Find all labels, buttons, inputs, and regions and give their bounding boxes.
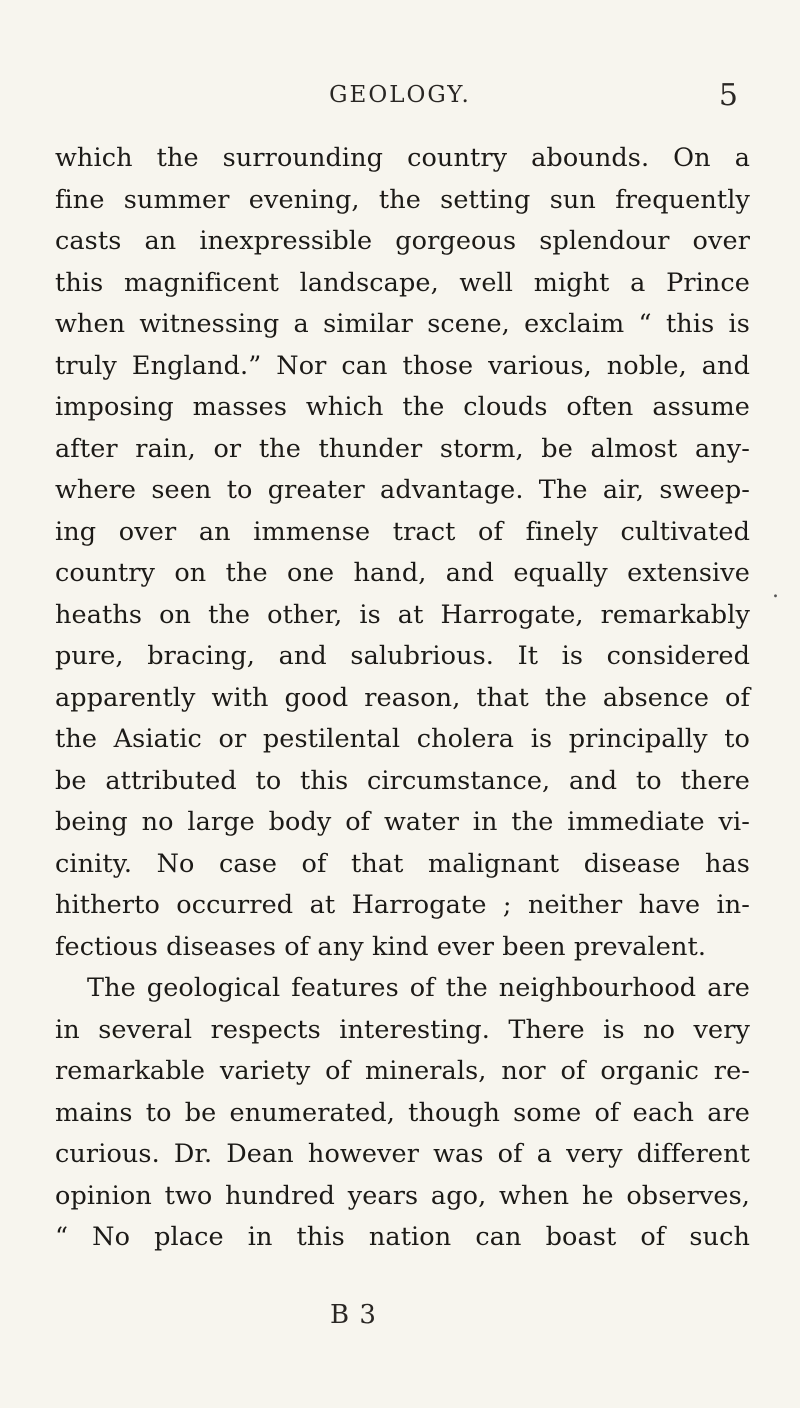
text-line: fectious diseases of any kind ever been prevalent.	[55, 931, 707, 962]
page-number: 5	[718, 78, 738, 113]
signature-mark: B 3	[330, 1300, 377, 1330]
text-line: The geological features of the neighbourhood are	[87, 973, 750, 1003]
text-line: when witnessing a similar scene, exclaim “ this is	[55, 309, 750, 339]
text-line: apparently with good reason, that the absence of	[55, 682, 750, 713]
margin-mark: .	[772, 578, 779, 603]
running-title: GEOLOGY.	[329, 82, 471, 108]
text-line: mains to be enumerated, though some of each are	[55, 1097, 750, 1128]
text-line: fine summer evening, the setting sun frequently	[55, 184, 750, 215]
text-line: heaths on the other, is at Harrogate, remarkably	[55, 599, 750, 630]
text-line: in several respects interesting. There is no very	[55, 1014, 750, 1045]
text-line: cinity. No case of that malignant disease has	[55, 848, 750, 879]
text-line: remarkable variety of minerals, nor of organic re-	[55, 1056, 750, 1086]
text-line: country on the one hand, and equally extensive	[55, 558, 750, 588]
text-line: curious. Dr. Dean however was of a very different	[55, 1139, 750, 1169]
text-line: opinion two hundred years ago, when he observes,	[55, 1180, 750, 1211]
text-line: which the surrounding country abounds. On a	[55, 143, 750, 173]
text-line: the Asiatic or pestilental cholera is principally to	[55, 724, 750, 754]
text-line: after rain, or the thunder storm, be almost any-	[55, 433, 750, 464]
text-line: ing over an immense tract of finely cultivated	[55, 516, 750, 547]
text-line: this magnificent landscape, well might a Prince	[55, 267, 750, 298]
text-line: casts an inexpressible gorgeous splendour over	[55, 226, 750, 256]
text-line: hitherto occurred at Harrogate ; neither have in-	[55, 890, 750, 920]
running-head	[0, 78, 800, 113]
text-line: where seen to greater advantage. The air, sweep-	[55, 475, 750, 505]
text-line: being no large body of water in the immediate vi-	[55, 807, 750, 837]
text-line: “ No place in this nation can boast of such	[55, 1222, 750, 1252]
text-line: truly England.” Nor can those various, noble, and	[55, 350, 750, 381]
text-line: imposing masses which the clouds often assume	[55, 392, 750, 422]
text-line: be attributed to this circumstance, and to there	[55, 765, 750, 796]
body-text	[55, 138, 750, 1259]
text-line: pure, bracing, and salubrious. It is considered	[55, 641, 750, 671]
